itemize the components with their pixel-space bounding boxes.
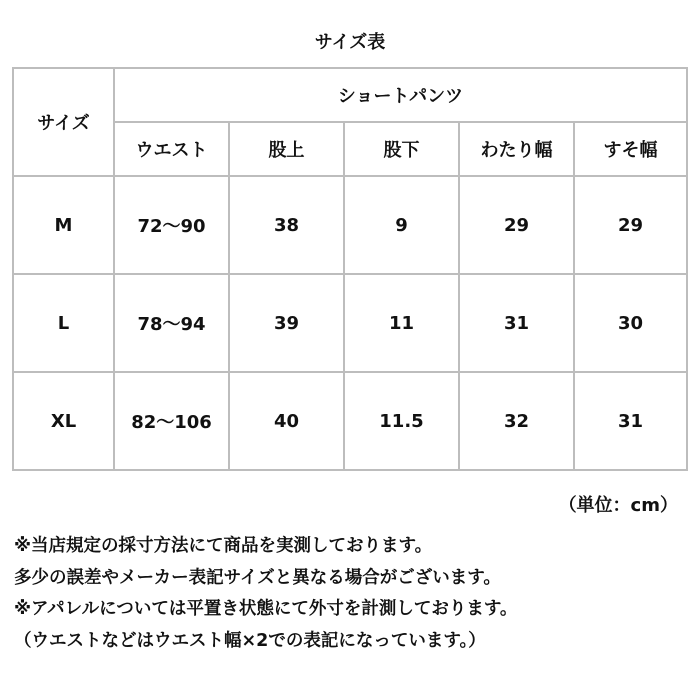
row-size-label: L xyxy=(13,274,114,372)
column-header-hem: すそ幅 xyxy=(574,122,687,176)
table-cell: 11 xyxy=(344,274,459,372)
table-cell: 40 xyxy=(229,372,344,470)
note-line: ※当店規定の採寸方法にて商品を実測しております。 xyxy=(14,536,433,556)
table-cell: 78～94 xyxy=(114,274,229,372)
column-header-waist: ウエスト xyxy=(114,122,229,176)
table-cell: 11.5 xyxy=(344,372,459,470)
table-cell: 31 xyxy=(459,274,574,372)
table-cell: 9 xyxy=(344,176,459,274)
unit-label: （単位：cm） xyxy=(558,495,678,516)
table-cell: 32 xyxy=(459,372,574,470)
note-line: （ウエストなどはウエスト幅×2での表記になっています。） xyxy=(14,630,486,651)
table-cell: 39 xyxy=(229,274,344,372)
table-cell: 82～106 xyxy=(114,372,229,470)
notes xyxy=(14,531,694,657)
table-row xyxy=(13,176,687,274)
row-size-label: XL xyxy=(13,372,114,470)
page-title: サイズ表 xyxy=(314,32,386,53)
group-header-cell: ショートパンツ xyxy=(114,68,687,122)
column-header-rise: 股上 xyxy=(229,122,344,176)
table-cell: 29 xyxy=(574,176,687,274)
table-cell: 31 xyxy=(574,372,687,470)
row-size-label: M xyxy=(13,176,114,274)
table-row xyxy=(13,372,687,470)
size-table xyxy=(12,67,688,471)
note-line: ※アパレルについては平置き状態にて外寸を計測しております。 xyxy=(14,599,518,619)
table-row xyxy=(13,274,687,372)
column-header-inseam: 股下 xyxy=(344,122,459,176)
note-line: 多少の誤差やメーカー表記サイズと異なる場合がございます。 xyxy=(14,567,501,588)
size-header-cell: サイズ xyxy=(13,68,114,176)
table-cell: 29 xyxy=(459,176,574,274)
column-header-thigh: わたり幅 xyxy=(459,122,574,176)
table-cell: 72～90 xyxy=(114,176,229,274)
table-cell: 38 xyxy=(229,176,344,274)
table-cell: 30 xyxy=(574,274,687,372)
